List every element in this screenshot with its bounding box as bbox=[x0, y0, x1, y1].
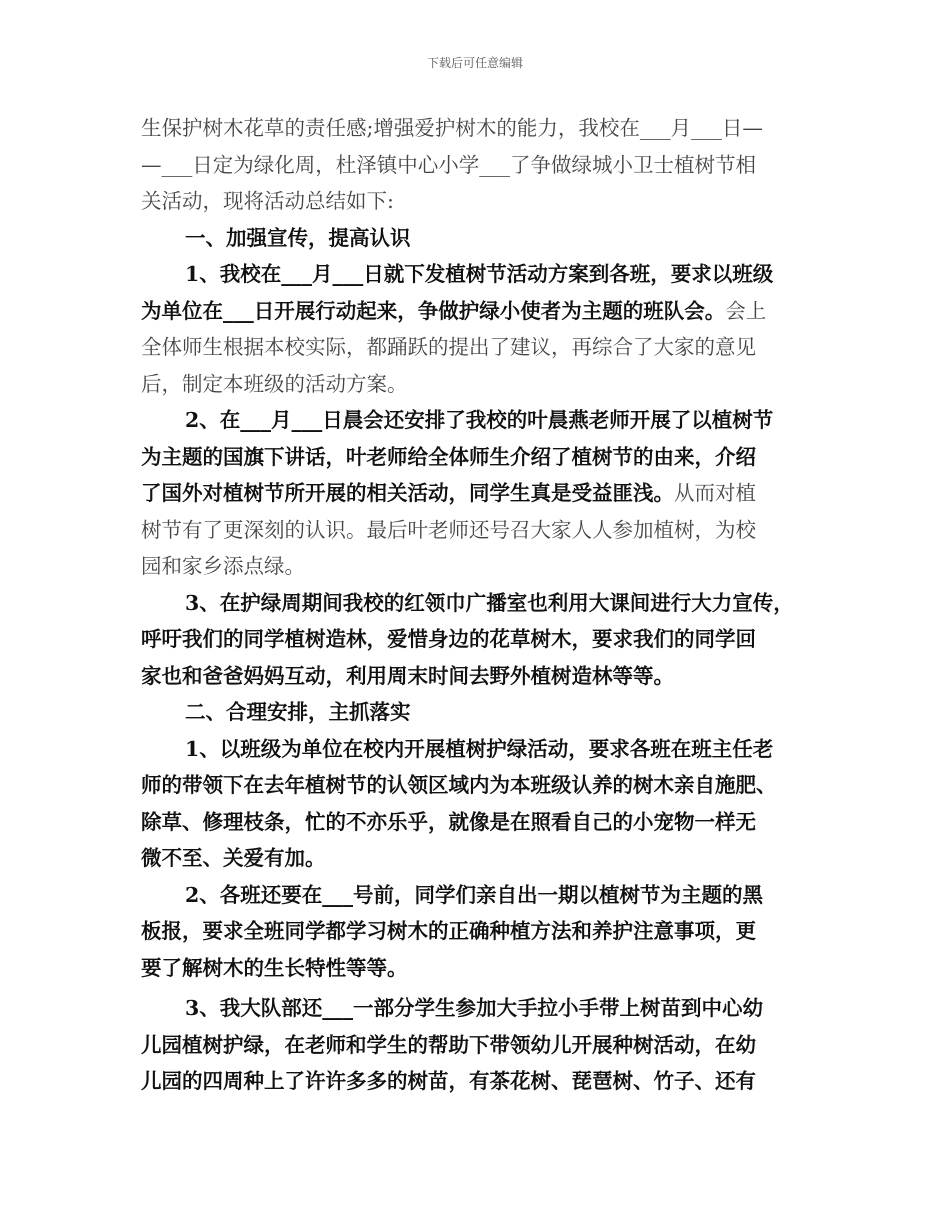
text-span: 从而对植 bbox=[674, 481, 756, 505]
text-line: 园和家乡添点绿。 bbox=[141, 554, 305, 578]
text-line: 为主题的国旗下讲话，叶老师给全体师生介绍了植树节的由来，介绍 bbox=[141, 444, 756, 469]
text-line: 1、我校在___月___日就下发植树节活动方案到各班，要求以班级 bbox=[185, 262, 774, 286]
document-body bbox=[141, 110, 811, 1100]
text-line: 儿园植树护绿，在老师和学生的帮助下带领幼儿开展种树活动，在幼 bbox=[141, 1032, 756, 1057]
text-line: 树节有了更深刻的认识。最后叶老师还号召大家人人参加植树，为校 bbox=[141, 517, 756, 542]
section-heading: 一、加强宣传，提高认识 bbox=[185, 225, 411, 250]
text-line bbox=[141, 475, 811, 512]
text-span: 了国外对植树节所开展的相关活动，同学生真是受益匪浅。 bbox=[141, 481, 674, 505]
text-line: 1、以班级为单位在校内开展植树护绿活动，要求各班在班主任老 bbox=[185, 736, 774, 761]
text-line: 3、我大队部还___一部分学生参加大手拉小手带上树苗到中心幼 bbox=[185, 996, 764, 1020]
text-line: 2、在___月___日晨会还安排了我校的叶晨燕老师开展了以植树节 bbox=[185, 408, 774, 432]
text-line: 师的带领下在去年植树节的认领区域内为本班级认养的树木亲自施肥、 bbox=[141, 773, 777, 797]
text-line: 呼吁我们的同学植树造林，爱惜身边的花草树木，要求我们的同学回 bbox=[141, 627, 756, 651]
text-line bbox=[141, 293, 811, 330]
text-line: 儿园的四周种上了许许多多的树苗，有茶花树、琵琶树、竹子、还有 bbox=[141, 1069, 756, 1093]
page-header-note: 下载后可任意编辑 bbox=[426, 56, 523, 70]
text-line: 生保护树木花草的责任感;增强爱护树木的能力，我校在___月___日— bbox=[141, 116, 763, 140]
text-line: 微不至、关爱有加。 bbox=[141, 846, 326, 870]
section-heading: 二、合理安排，主抓落实 bbox=[185, 700, 411, 724]
text-line: 后，制定本班级的活动方案。 bbox=[141, 371, 408, 396]
text-span: 会上 bbox=[725, 298, 767, 323]
text-line: 除草、修理枝条，忙的不亦乐乎，就像是在照看自己的小宠物一样无 bbox=[141, 809, 756, 834]
text-line: —___日定为绿化周，杜泽镇中心小学___了争做绿城小卫士植树节相 bbox=[141, 152, 756, 177]
text-line: 全体师生根据本校实际，都踊跃的提出了建议，再综合了大家的意见 bbox=[141, 335, 756, 359]
text-span: 为单位在___日开展行动起来，争做护绿小使者为主题的班队会。 bbox=[141, 298, 726, 323]
text-line: 板报，要求全班同学都学习树木的正确种植方法和养护注意事项，更 bbox=[141, 919, 756, 943]
text-line: 关活动，现将活动总结如下: bbox=[141, 189, 394, 213]
text-line: 要了解树木的生长特性等等。 bbox=[141, 955, 408, 980]
text-line: 2、各班还要在___号前，同学们亲自出一期以植树节为主题的黑 bbox=[185, 882, 764, 907]
text-line: 家也和爸爸妈妈互动，利用周末时间去野外植树造林等等。 bbox=[141, 663, 674, 688]
text-line: 3、在护绿周期间我校的红领巾广播室也利用大课间进行大力宣传， bbox=[185, 590, 794, 615]
